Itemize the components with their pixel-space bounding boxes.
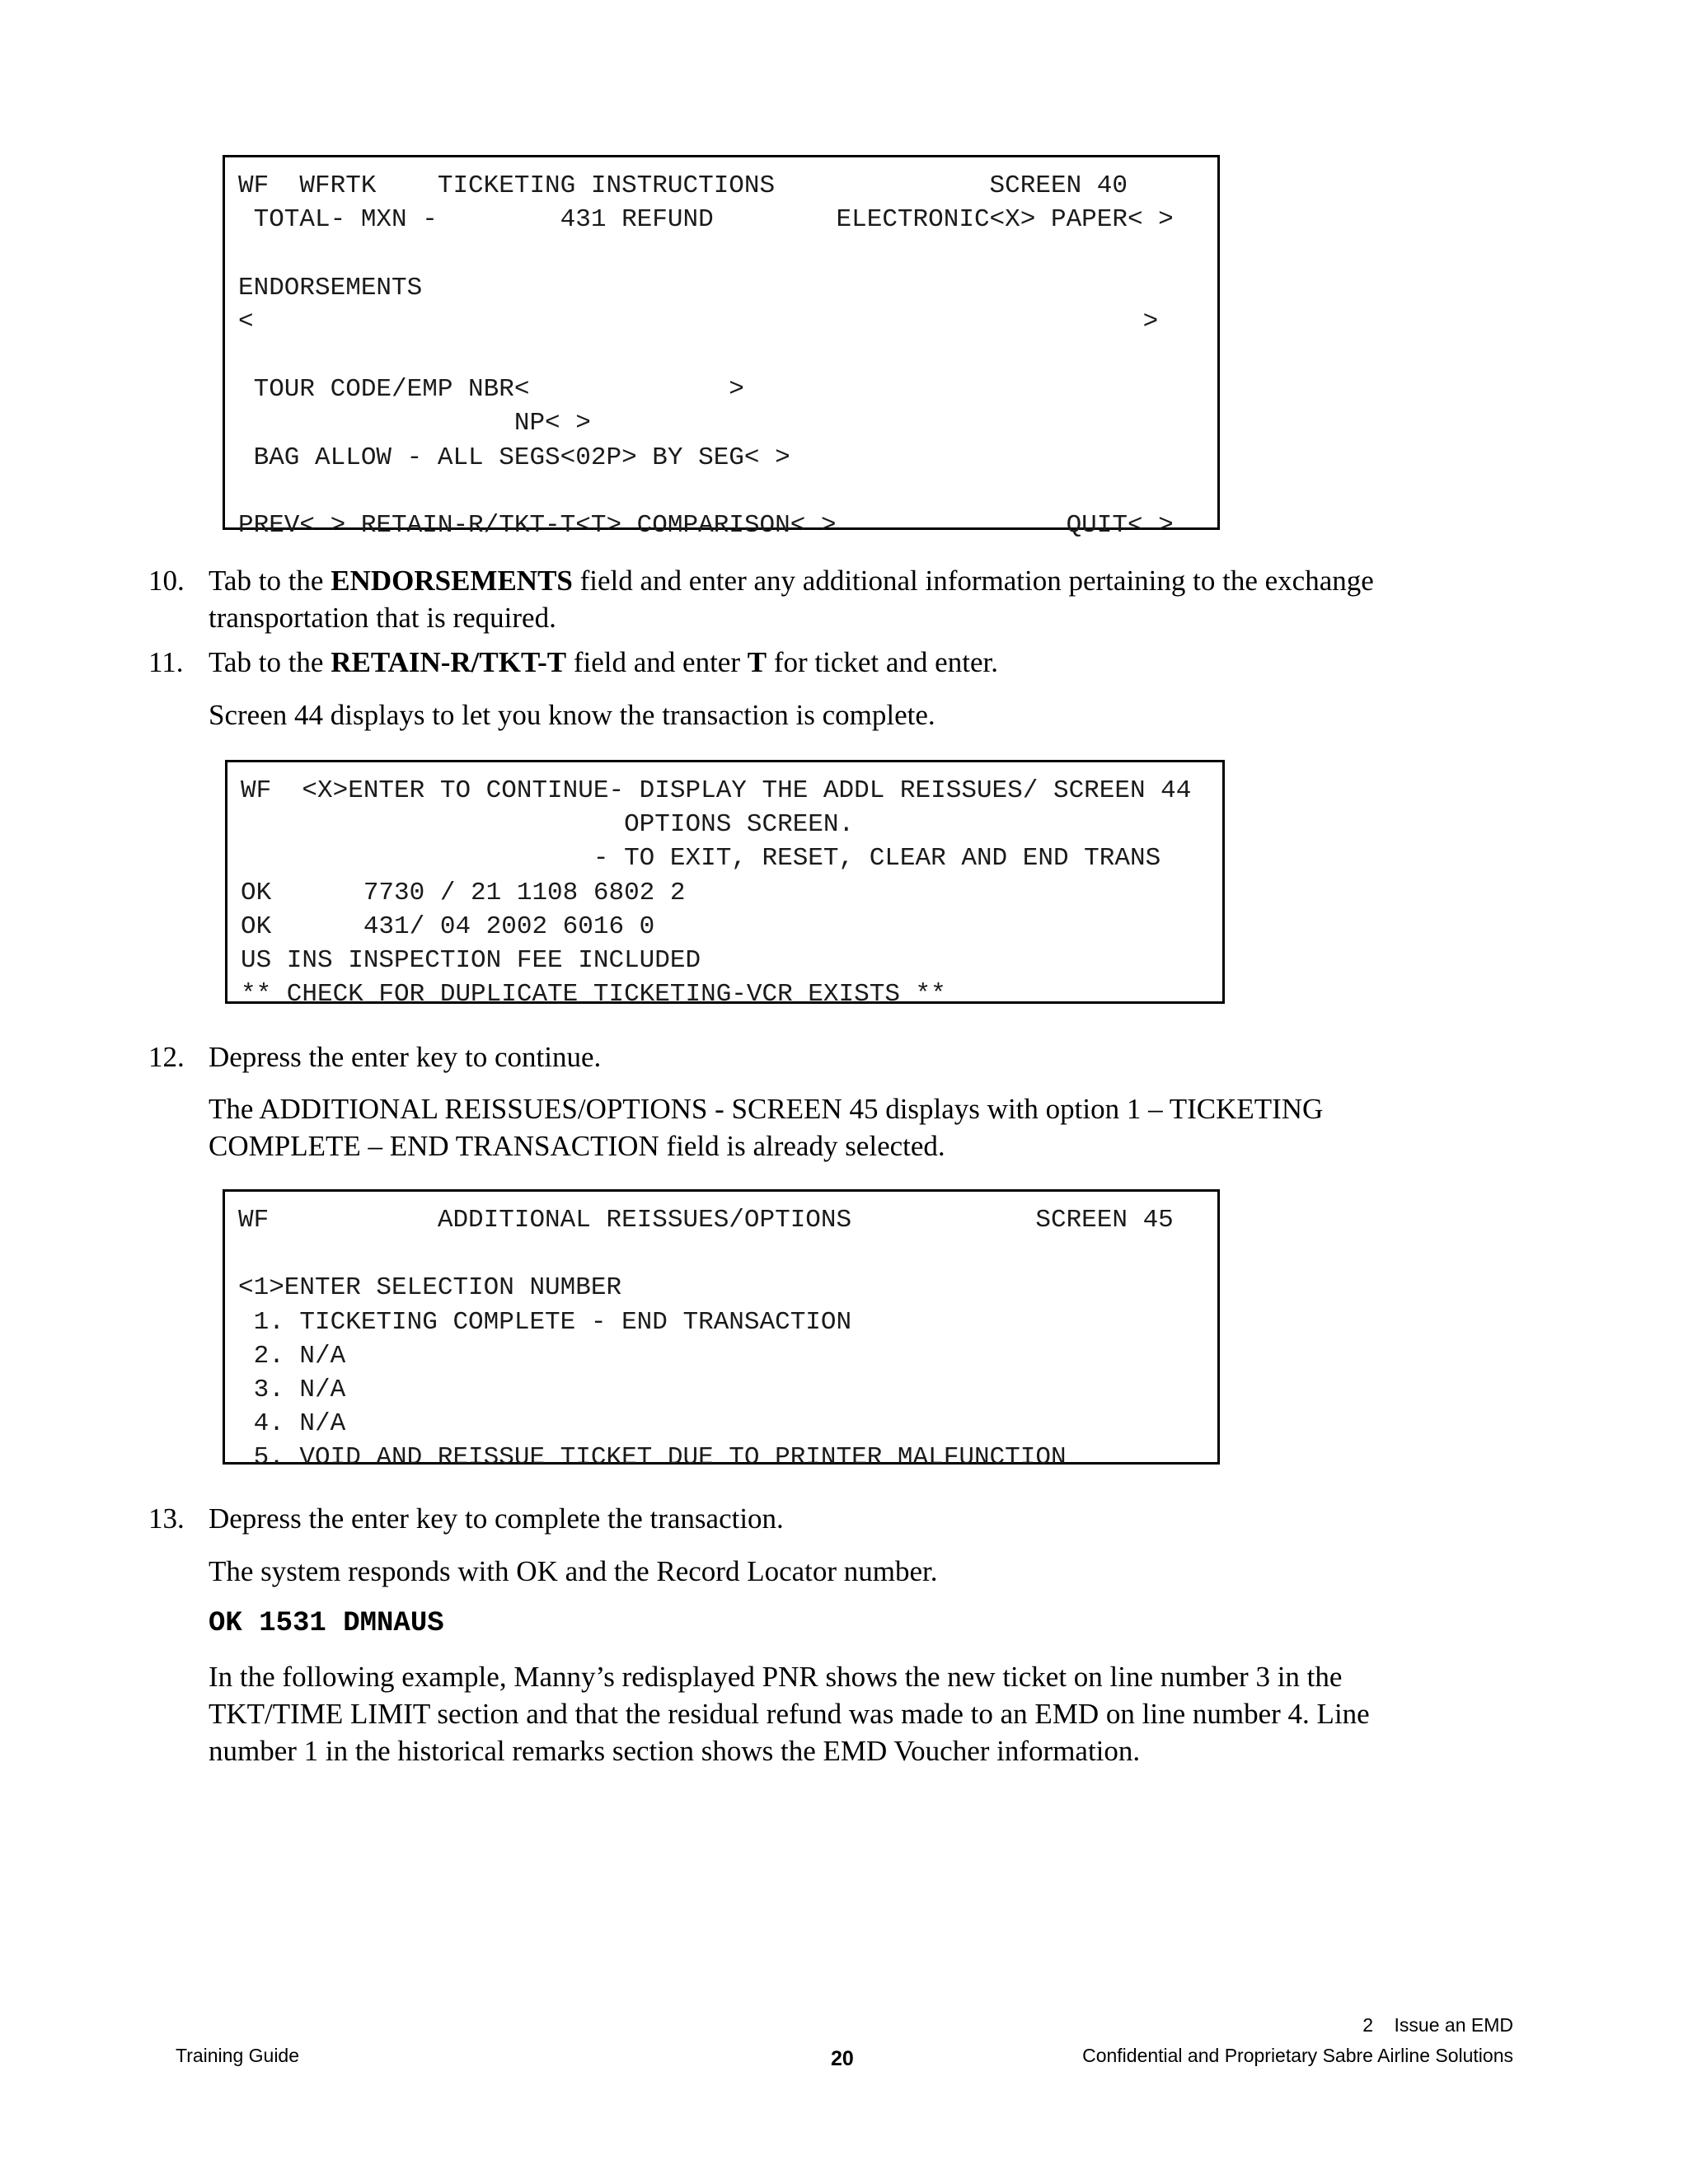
footer-left: Training Guide [176, 2045, 300, 2066]
step-10-text: Tab to the ENDORSEMENTS field and enter any additional information pertaining to the exchange transportation that is required. [209, 565, 1374, 634]
terminal-screen-40-text: WF WFRTK TICKETING INSTRUCTIONS SCREEN 40 TOTAL- MXN - 431 REFUND ELECTRONIC<X> PAPER< > ENDORSEMENTS < > TOUR CODE/EMP NBR< > NP< > BAG ALLOW - ALL SEGS<02P> BY SEG< > PREV< > RETAIN-R/TKT-T<T> COMPARISON< > QUIT< > [238, 171, 1174, 541]
terminal-screen-44 [225, 760, 1225, 1010]
step-13-note: The system responds with OK and the Record Locator number. [209, 1555, 938, 1587]
step-13-text: Depress the enter key to complete the transaction. [209, 1502, 784, 1535]
record-locator-response: OK 1531 DMNAUS [209, 1608, 444, 1639]
page-number: 20 [831, 2047, 854, 2070]
step-11-number: 11. [148, 646, 184, 678]
terminal-screen-44-text: WF <X>ENTER TO CONTINUE- DISPLAY THE ADDL REISSUES/ SCREEN 44 OPTIONS SCREEN. - TO EXIT, RESET, CLEAR AND END TRANS OK 7730 / 21 1108 6802 2 OK 431/ 04 2002 6016 0 US INS INSPECTION FEE INCLUDED ** CHECK FOR DUPLICATE TICKETING-VCR EXISTS ** [241, 776, 1192, 1010]
terminal-screen-40 [223, 155, 1220, 541]
step-11-note: Screen 44 displays to let you know the transaction is complete. [209, 699, 935, 731]
footer-right: Confidential and Proprietary Sabre Airline Solutions [1082, 2045, 1513, 2066]
step-12-text: Depress the enter key to continue. [209, 1041, 602, 1073]
step-13-note-2: In the following example, Manny’s redisplayed PNR shows the new ticket on line number 3 in the TKT/TIME LIMIT section and that the residual refund was made to an EMD on line number 4. Line number 1 in the historical remarks section shows the EMD Voucher information. [209, 1661, 1370, 1767]
step-11-text: Tab to the RETAIN-R/TKT-T field and enter T for ticket and enter. [209, 646, 998, 678]
footer-chapter: 2 Issue an EMD [1362, 2014, 1513, 2036]
terminal-screen-45 [223, 1189, 1220, 1473]
step-12-number: 12. [148, 1041, 185, 1073]
step-10-number: 10. [148, 565, 185, 597]
terminal-screen-45-text: WF ADDITIONAL REISSUES/OPTIONS SCREEN 45 <1>ENTER SELECTION NUMBER 1. TICKETING COMPLETE - END TRANSACTION 2. N/A 3. N/A 4. N/A 5. VOID AND REISSUE TICKET DUE TO PRINTER MALFUNCTION [238, 1206, 1174, 1473]
step-13-number: 13. [148, 1502, 185, 1535]
step-12-note: The ADDITIONAL REISSUES/OPTIONS - SCREEN 45 displays with option 1 – TICKETING COMPLETE – END TRANSACTION field is already selected. [209, 1093, 1324, 1162]
